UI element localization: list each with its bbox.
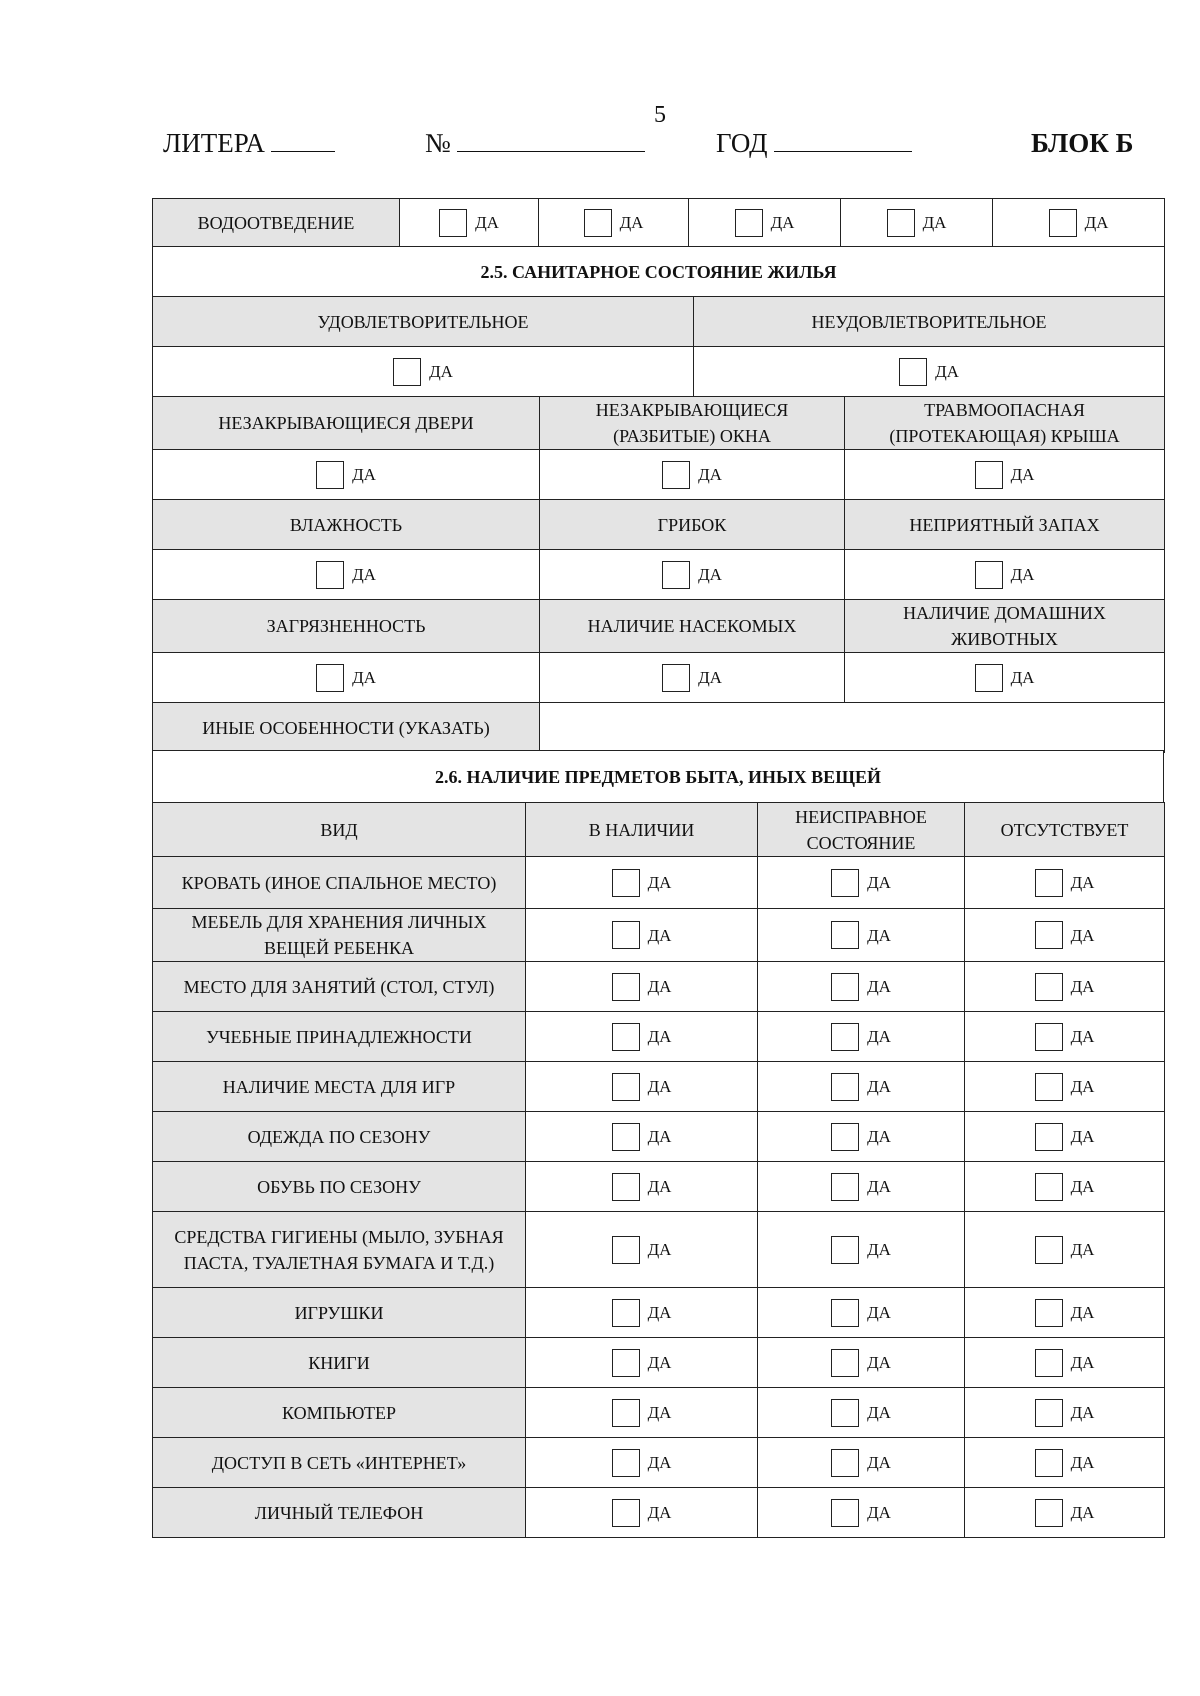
yes-label: ДА: [867, 1026, 891, 1046]
checkbox[interactable]: [393, 358, 421, 386]
checkbox[interactable]: [612, 1349, 640, 1377]
checkbox[interactable]: [1035, 1023, 1063, 1051]
absent-option: [965, 1012, 1165, 1062]
checkbox[interactable]: [831, 1073, 859, 1101]
yes-label: ДА: [770, 212, 795, 232]
absent-option: [965, 1112, 1165, 1162]
table-row: [153, 1288, 1165, 1338]
checkbox[interactable]: [439, 209, 467, 237]
checkbox[interactable]: [831, 1399, 859, 1427]
checkbox[interactable]: [612, 1073, 640, 1101]
yes-label: ДА: [867, 1076, 891, 1096]
block-title: БЛОК Б: [1031, 128, 1134, 158]
drainage-option: [689, 199, 841, 247]
broken-option: [758, 1488, 965, 1538]
item-label: СРЕДСТВА ГИГИЕНЫ (МЫЛО, ЗУБНАЯ ПАСТА, ТУАЛЕТНАЯ БУМАГА И Т.Д.): [153, 1212, 526, 1288]
condition-table: [152, 296, 1165, 397]
form-header: [163, 128, 1133, 168]
yes-label: ДА: [1070, 1352, 1095, 1372]
sanitary-section-table: [152, 246, 1165, 297]
yes-label: ДА: [867, 1452, 891, 1472]
yes-label: ДА: [352, 464, 376, 484]
broken-option: [758, 909, 965, 962]
broken-option: [758, 1288, 965, 1338]
yes-label: ДА: [1010, 667, 1035, 687]
yes-label: ДА: [867, 1302, 891, 1322]
doors-label: НЕЗАКРЫВАЮЩИЕСЯ ДВЕРИ: [153, 397, 540, 450]
table-row: [153, 909, 1165, 962]
checkbox[interactable]: [1035, 921, 1063, 949]
checkbox[interactable]: [887, 209, 915, 237]
checkbox[interactable]: [831, 1123, 859, 1151]
dirt-option: [153, 653, 540, 703]
year-blank[interactable]: [774, 150, 912, 152]
yes-label: ДА: [867, 1402, 891, 1422]
broken-option: [758, 1162, 965, 1212]
checkbox[interactable]: [1035, 1123, 1063, 1151]
items-body: [153, 857, 1165, 1538]
checkbox[interactable]: [1035, 1173, 1063, 1201]
present-option: [526, 1212, 758, 1288]
yes-label: ДА: [867, 872, 891, 892]
yes-label: ДА: [647, 1076, 672, 1096]
items-title-table: [152, 750, 1164, 803]
checkbox[interactable]: [831, 1449, 859, 1477]
item-label: МЕБЕЛЬ ДЛЯ ХРАНЕНИЯ ЛИЧНЫХ ВЕЩЕЙ РЕБЕНКА: [153, 909, 526, 962]
yes-label: ДА: [647, 925, 672, 945]
table-row: [153, 1012, 1165, 1062]
yes-label: ДА: [647, 1302, 672, 1322]
checkbox[interactable]: [612, 869, 640, 897]
year-label: ГОД: [716, 128, 768, 158]
defects-option-row-3: [153, 653, 1165, 703]
checkbox[interactable]: [831, 1023, 859, 1051]
item-label: ДОСТУП В СЕТЬ «ИНТЕРНЕТ»: [153, 1438, 526, 1488]
roof-label: ТРАВМООПАСНАЯ (ПРОТЕКАЮЩАЯ) КРЫША: [845, 397, 1165, 450]
checkbox[interactable]: [1035, 1449, 1063, 1477]
yes-label: ДА: [647, 1352, 672, 1372]
table-row: [153, 1112, 1165, 1162]
yes-label: ДА: [1070, 1176, 1095, 1196]
broken-option: [758, 857, 965, 909]
defects-header-row-2: [153, 500, 1165, 550]
litera-blank[interactable]: [271, 150, 335, 152]
yes-label: ДА: [352, 564, 376, 584]
checkbox[interactable]: [1035, 1299, 1063, 1327]
checkbox[interactable]: [735, 209, 763, 237]
checkbox[interactable]: [612, 1299, 640, 1327]
absent-option: [965, 1338, 1165, 1388]
yes-label: ДА: [647, 1176, 672, 1196]
windows-option: [540, 450, 845, 500]
column-header: ВИД: [153, 803, 526, 857]
year-field: [716, 128, 912, 159]
checkbox[interactable]: [1035, 1073, 1063, 1101]
yes-label: ДА: [1070, 925, 1095, 945]
items-table: [152, 802, 1165, 1538]
yes-label: ДА: [867, 1126, 891, 1146]
broken-option: [758, 962, 965, 1012]
checkbox[interactable]: [1035, 869, 1063, 897]
yes-label: ДА: [867, 1502, 891, 1522]
yes-label: ДА: [647, 976, 672, 996]
checkbox[interactable]: [831, 1499, 859, 1527]
item-label: ОДЕЖДА ПО СЕЗОНУ: [153, 1112, 526, 1162]
broken-option: [758, 1438, 965, 1488]
doors-option: [153, 450, 540, 500]
unsatisfactory-label: НЕУДОВЛЕТВОРИТЕЛЬНОЕ: [694, 297, 1165, 347]
checkbox[interactable]: [831, 869, 859, 897]
defects-header-row-3: [153, 600, 1165, 653]
insects-label: НАЛИЧИЕ НАСЕКОМЫХ: [540, 600, 845, 653]
absent-option: [965, 962, 1165, 1012]
page-number: 5: [654, 102, 666, 128]
yes-label: ДА: [1070, 1452, 1095, 1472]
checkbox[interactable]: [612, 973, 640, 1001]
checkbox[interactable]: [612, 921, 640, 949]
unsatisfactory-option: [694, 347, 1165, 397]
yes-label: ДА: [1070, 1076, 1095, 1096]
checkbox[interactable]: [1035, 1399, 1063, 1427]
condition-header-row: [153, 297, 1165, 347]
broken-option: [758, 1212, 965, 1288]
table-row: [153, 1212, 1165, 1288]
present-option: [526, 1162, 758, 1212]
yes-label: ДА: [867, 1352, 891, 1372]
present-option: [526, 857, 758, 909]
yes-label: ДА: [698, 464, 722, 484]
item-label: КНИГИ: [153, 1338, 526, 1388]
yes-label: ДА: [698, 564, 722, 584]
other-label: ИНЫЕ ОСОБЕННОСТИ (УКАЗАТЬ): [153, 703, 540, 753]
item-label: УЧЕБНЫЕ ПРИНАДЛЕЖНОСТИ: [153, 1012, 526, 1062]
fungus-option: [540, 550, 845, 600]
checkbox[interactable]: [1049, 209, 1077, 237]
broken-option: [758, 1388, 965, 1438]
windows-label: НЕЗАКРЫВАЮЩИЕСЯ (РАЗБИТЫЕ) ОКНА: [540, 397, 845, 450]
checkbox[interactable]: [975, 664, 1003, 692]
checkbox[interactable]: [831, 1349, 859, 1377]
checkbox[interactable]: [584, 209, 612, 237]
table-row: [153, 1162, 1165, 1212]
litera-label: ЛИТЕРА: [163, 128, 265, 158]
column-header: ОТСУТСТВУЕТ: [965, 803, 1165, 857]
checkbox[interactable]: [316, 461, 344, 489]
checkbox[interactable]: [975, 461, 1003, 489]
yes-label: ДА: [1070, 976, 1095, 996]
absent-option: [965, 1288, 1165, 1338]
checkbox[interactable]: [831, 1299, 859, 1327]
checkbox[interactable]: [662, 461, 690, 489]
yes-label: ДА: [1084, 212, 1109, 232]
pets-label: НАЛИЧИЕ ДОМАШНИХ ЖИВОТНЫХ: [845, 600, 1165, 653]
present-option: [526, 1112, 758, 1162]
checkbox[interactable]: [1035, 973, 1063, 1001]
drainage-row: [153, 199, 1165, 247]
yes-label: ДА: [1070, 1502, 1095, 1522]
yes-label: ДА: [867, 1176, 891, 1196]
yes-label: ДА: [647, 872, 672, 892]
defects-table: [152, 396, 1165, 753]
checkbox[interactable]: [831, 921, 859, 949]
present-option: [526, 909, 758, 962]
checkbox[interactable]: [831, 1173, 859, 1201]
present-option: [526, 1062, 758, 1112]
yes-label: ДА: [1070, 1239, 1095, 1259]
other-input[interactable]: [540, 703, 1165, 753]
absent-option: [965, 1488, 1165, 1538]
checkbox[interactable]: [612, 1023, 640, 1051]
yes-label: ДА: [922, 212, 947, 232]
section-title-row: [153, 247, 1165, 297]
section-26-title-row: [153, 751, 1164, 803]
broken-option: [758, 1338, 965, 1388]
number-field: [425, 128, 645, 159]
present-option: [526, 1388, 758, 1438]
present-option: [526, 1338, 758, 1388]
yes-label: ДА: [1070, 1026, 1095, 1046]
roof-option: [845, 450, 1165, 500]
yes-label: ДА: [867, 925, 891, 945]
checkbox[interactable]: [612, 1449, 640, 1477]
checkbox[interactable]: [316, 664, 344, 692]
yes-label: ДА: [429, 361, 453, 381]
drainage-option: [993, 199, 1165, 247]
yes-label: ДА: [698, 667, 722, 687]
number-blank[interactable]: [457, 150, 645, 152]
absent-option: [965, 1388, 1165, 1438]
absent-option: [965, 1062, 1165, 1112]
table-row: [153, 962, 1165, 1012]
checkbox[interactable]: [662, 561, 690, 589]
column-header: В НАЛИЧИИ: [526, 803, 758, 857]
defects-option-row-2: [153, 550, 1165, 600]
table-row: [153, 1338, 1165, 1388]
item-label: НАЛИЧИЕ МЕСТА ДЛЯ ИГР: [153, 1062, 526, 1112]
present-option: [526, 1012, 758, 1062]
checkbox[interactable]: [899, 358, 927, 386]
absent-option: [965, 1162, 1165, 1212]
table-row: [153, 1438, 1165, 1488]
yes-label: ДА: [1070, 1302, 1095, 1322]
satisfactory-option: [153, 347, 694, 397]
checkbox[interactable]: [1035, 1349, 1063, 1377]
yes-label: ДА: [1070, 1402, 1095, 1422]
checkbox[interactable]: [612, 1173, 640, 1201]
yes-label: ДА: [647, 1126, 672, 1146]
yes-label: ДА: [867, 976, 891, 996]
drainage-option: [841, 199, 993, 247]
broken-option: [758, 1012, 965, 1062]
table-row: [153, 1062, 1165, 1112]
checkbox[interactable]: [612, 1499, 640, 1527]
smell-label: НЕПРИЯТНЫЙ ЗАПАХ: [845, 500, 1165, 550]
checkbox[interactable]: [612, 1399, 640, 1427]
yes-label: ДА: [619, 212, 644, 232]
satisfactory-label: УДОВЛЕТВОРИТЕЛЬНОЕ: [153, 297, 694, 347]
item-label: ИГРУШКИ: [153, 1288, 526, 1338]
table-row: [153, 857, 1165, 909]
defects-header-row-1: [153, 397, 1165, 450]
yes-label: ДА: [647, 1026, 672, 1046]
number-label: №: [425, 128, 451, 158]
checkbox[interactable]: [831, 1236, 859, 1264]
yes-label: ДА: [1010, 464, 1035, 484]
present-option: [526, 1488, 758, 1538]
humidity-option: [153, 550, 540, 600]
insects-option: [540, 653, 845, 703]
pets-option: [845, 653, 1165, 703]
checkbox[interactable]: [612, 1123, 640, 1151]
absent-option: [965, 857, 1165, 909]
checkbox[interactable]: [612, 1236, 640, 1264]
broken-option: [758, 1112, 965, 1162]
item-label: КОМПЬЮТЕР: [153, 1388, 526, 1438]
drainage-option: [539, 199, 689, 247]
item-label: ЛИЧНЫЙ ТЕЛЕФОН: [153, 1488, 526, 1538]
drainage-option: [400, 199, 539, 247]
item-label: КРОВАТЬ (ИНОЕ СПАЛЬНОЕ МЕСТО): [153, 857, 526, 909]
fungus-label: ГРИБОК: [540, 500, 845, 550]
broken-option: [758, 1062, 965, 1112]
item-label: МЕСТО ДЛЯ ЗАНЯТИЙ (СТОЛ, СТУЛ): [153, 962, 526, 1012]
absent-option: [965, 1212, 1165, 1288]
yes-label: ДА: [1010, 564, 1035, 584]
litera-field: [163, 128, 335, 159]
checkbox[interactable]: [316, 561, 344, 589]
defects-option-row-1: [153, 450, 1165, 500]
yes-label: ДА: [647, 1239, 672, 1259]
yes-label: ДА: [647, 1452, 672, 1472]
table-row: [153, 1488, 1165, 1538]
drainage-label: ВОДООТВЕДЕНИЕ: [153, 199, 400, 247]
present-option: [526, 1438, 758, 1488]
section-25-title: 2.5. САНИТАРНОЕ СОСТОЯНИЕ ЖИЛЬЯ: [153, 247, 1165, 297]
checkbox[interactable]: [975, 561, 1003, 589]
items-header-row: [153, 803, 1165, 857]
absent-option: [965, 909, 1165, 962]
present-option: [526, 962, 758, 1012]
smell-option: [845, 550, 1165, 600]
sanitary-table: [152, 198, 1165, 247]
condition-option-row: [153, 347, 1165, 397]
checkbox[interactable]: [1035, 1236, 1063, 1264]
checkbox[interactable]: [662, 664, 690, 692]
other-row: [153, 703, 1165, 753]
dirt-label: ЗАГРЯЗНЕННОСТЬ: [153, 600, 540, 653]
yes-label: ДА: [1070, 1126, 1095, 1146]
absent-option: [965, 1438, 1165, 1488]
humidity-label: ВЛАЖНОСТЬ: [153, 500, 540, 550]
yes-label: ДА: [1070, 872, 1095, 892]
yes-label: ДА: [647, 1402, 672, 1422]
table-row: [153, 1388, 1165, 1438]
item-label: ОБУВЬ ПО СЕЗОНУ: [153, 1162, 526, 1212]
present-option: [526, 1288, 758, 1338]
yes-label: ДА: [935, 361, 959, 381]
checkbox[interactable]: [831, 973, 859, 1001]
column-header: НЕИСПРАВНОЕ СОСТОЯНИЕ: [758, 803, 965, 857]
yes-label: ДА: [475, 212, 499, 232]
section-26-title: 2.6. НАЛИЧИЕ ПРЕДМЕТОВ БЫТА, ИНЫХ ВЕЩЕЙ: [153, 751, 1164, 803]
yes-label: ДА: [352, 667, 376, 687]
yes-label: ДА: [867, 1239, 891, 1259]
yes-label: ДА: [647, 1502, 672, 1522]
checkbox[interactable]: [1035, 1499, 1063, 1527]
